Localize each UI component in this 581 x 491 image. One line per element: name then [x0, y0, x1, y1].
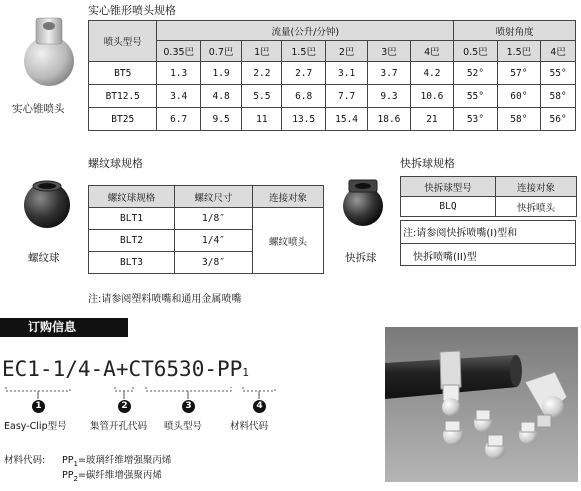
code-dash: -	[90, 357, 104, 381]
flow-cell: 5.5	[242, 85, 282, 108]
threaded-ball-caption: 螺纹球	[28, 252, 60, 264]
connection-cell: 螺纹喷头	[253, 208, 324, 274]
model-cell: BT25	[89, 108, 157, 131]
thread-size-cell: 1/8″	[175, 208, 253, 230]
quick-release-model-cell: BLQ	[401, 197, 496, 217]
marker-2: 2	[118, 400, 131, 413]
material-code-title: 材料代码:	[4, 455, 46, 466]
ball-spec-cell: BLT3	[89, 252, 175, 274]
table-row	[89, 208, 324, 230]
material-desc: =玻璃纤维增强聚丙烯	[77, 455, 172, 466]
label-nozzle-model: 喷头型号	[164, 421, 203, 432]
label-material-code: 材料代码	[230, 421, 269, 432]
marker-4: 4	[253, 400, 266, 413]
table-row	[89, 62, 576, 85]
product-photo	[385, 327, 578, 482]
angle-pressure-header: 1.5巴	[497, 41, 540, 62]
label-hole-code: 集管开孔代码	[90, 421, 148, 432]
thread-size-cell: 3/8″	[175, 252, 253, 274]
code-part-material: PP	[217, 357, 243, 381]
pressure-header-row	[89, 41, 576, 62]
material-sub: 2	[73, 474, 78, 483]
pressure-header: 4巴	[410, 41, 454, 62]
threaded-ball-spec-table	[88, 185, 324, 274]
order-info-title: 订购信息	[28, 320, 77, 334]
marker-3: 3	[182, 400, 195, 413]
table-row	[89, 85, 576, 108]
pressure-header: 0.7巴	[200, 41, 241, 62]
pressure-header: 3巴	[368, 41, 410, 62]
code-plus: +	[115, 357, 129, 381]
label-easy-clip-model: Easy-Clip型号	[4, 421, 67, 432]
pressure-header: 1巴	[242, 41, 282, 62]
material-line-1	[62, 452, 171, 468]
flow-cell: 10.6	[410, 85, 454, 108]
code-part-nozzle: CT6530	[128, 357, 205, 381]
header-connection: 连接对象	[253, 186, 324, 208]
ball-spec-cell: BLT2	[89, 230, 175, 252]
threaded-ball-image	[20, 180, 74, 230]
header-flow: 流量(公升/分钟)	[157, 21, 454, 41]
flow-cell: 18.6	[368, 108, 410, 131]
flow-cell: 6.7	[157, 108, 200, 131]
quick-release-note-box	[400, 220, 576, 266]
marker-1: 1	[32, 400, 45, 413]
code-part-hole: A	[103, 357, 116, 381]
flow-cell: 4.2	[410, 62, 454, 85]
code-dash: -	[204, 357, 217, 381]
angle-cell: 57°	[497, 62, 540, 85]
material-code: PP	[62, 470, 74, 481]
flow-cell: 1.9	[200, 62, 241, 85]
material-code: PP	[62, 455, 74, 466]
flow-cell: 21	[410, 108, 454, 131]
material-line-2	[62, 467, 162, 483]
angle-cell: 56°	[541, 108, 576, 131]
pressure-header: 1.5巴	[282, 41, 325, 62]
flow-cell: 4.8	[200, 85, 241, 108]
flow-cell: 9.5	[200, 108, 241, 131]
flow-cell: 3.1	[325, 62, 367, 85]
header-quick-release-model: 快拆球型号	[401, 177, 496, 197]
solid-cone-caption: 实心锥喷头	[12, 103, 65, 115]
quick-release-ball-caption: 快拆球	[345, 252, 377, 264]
angle-pressure-header: 0.5巴	[454, 41, 497, 62]
pressure-header: 0.35巴	[157, 41, 200, 62]
header-connection: 连接对象	[496, 177, 577, 197]
header-thread-size: 螺纹尺寸	[175, 186, 253, 208]
angle-cell: 60°	[497, 85, 540, 108]
ball-spec-cell: BLT1	[89, 208, 175, 230]
code-material-subscript: 1	[242, 366, 249, 379]
order-info-bar	[0, 318, 128, 337]
flow-cell: 13.5	[282, 108, 325, 131]
section-title-solid-cone: 实心锥形喷头规格	[88, 4, 176, 17]
flow-cell: 2.2	[242, 62, 282, 85]
section-title-quick-release-ball: 快拆球规格	[400, 157, 455, 170]
angle-cell: 58°	[541, 85, 576, 108]
model-cell: BT5	[89, 62, 157, 85]
quick-release-note-line2: 快拆喷嘴(II)型	[413, 252, 477, 263]
flow-cell: 7.7	[325, 85, 367, 108]
code-part-easy-clip: EC1-1/4	[2, 357, 91, 381]
angle-pressure-header: 4巴	[541, 41, 576, 62]
flow-cell: 6.8	[282, 85, 325, 108]
solid-cone-spec-table	[88, 20, 576, 131]
flow-cell: 3.4	[157, 85, 200, 108]
thread-size-cell: 1/4″	[175, 230, 253, 252]
flow-cell: 9.3	[368, 85, 410, 108]
material-desc: =碳纤维增强聚丙烯	[77, 470, 162, 481]
section-title-threaded-ball: 螺纹球规格	[88, 157, 143, 170]
header-nozzle-model: 喷头型号	[89, 21, 157, 62]
header-ball-spec: 螺纹球规格	[89, 186, 175, 208]
header-spray-angle: 喷射角度	[454, 21, 576, 41]
angle-cell: 52°	[454, 62, 497, 85]
solid-cone-nozzle-image	[18, 14, 80, 90]
table-row	[89, 108, 576, 131]
angle-cell: 55°	[454, 85, 497, 108]
angle-cell: 58°	[497, 108, 540, 131]
threaded-ball-note: 注:请参阅塑料喷嘴和通用金属喷嘴	[88, 294, 242, 305]
order-code	[2, 357, 249, 381]
table-row	[401, 197, 577, 217]
model-cell: BT12.5	[89, 85, 157, 108]
flow-cell: 3.7	[368, 62, 410, 85]
angle-cell: 53°	[454, 108, 497, 131]
flow-cell: 1.3	[157, 62, 200, 85]
quick-release-note-line1: 注:请参阅快拆喷嘴(I)型和	[403, 228, 518, 239]
connection-cell: 快拆喷头	[496, 197, 577, 217]
material-sub: 1	[73, 459, 78, 468]
pressure-header: 2巴	[325, 41, 367, 62]
angle-cell: 55°	[541, 62, 576, 85]
flow-cell: 11	[242, 108, 282, 131]
flow-cell: 15.4	[325, 108, 367, 131]
flow-cell: 2.7	[282, 62, 325, 85]
quick-release-ball-image	[340, 178, 386, 228]
quick-release-ball-spec-table	[400, 176, 577, 217]
